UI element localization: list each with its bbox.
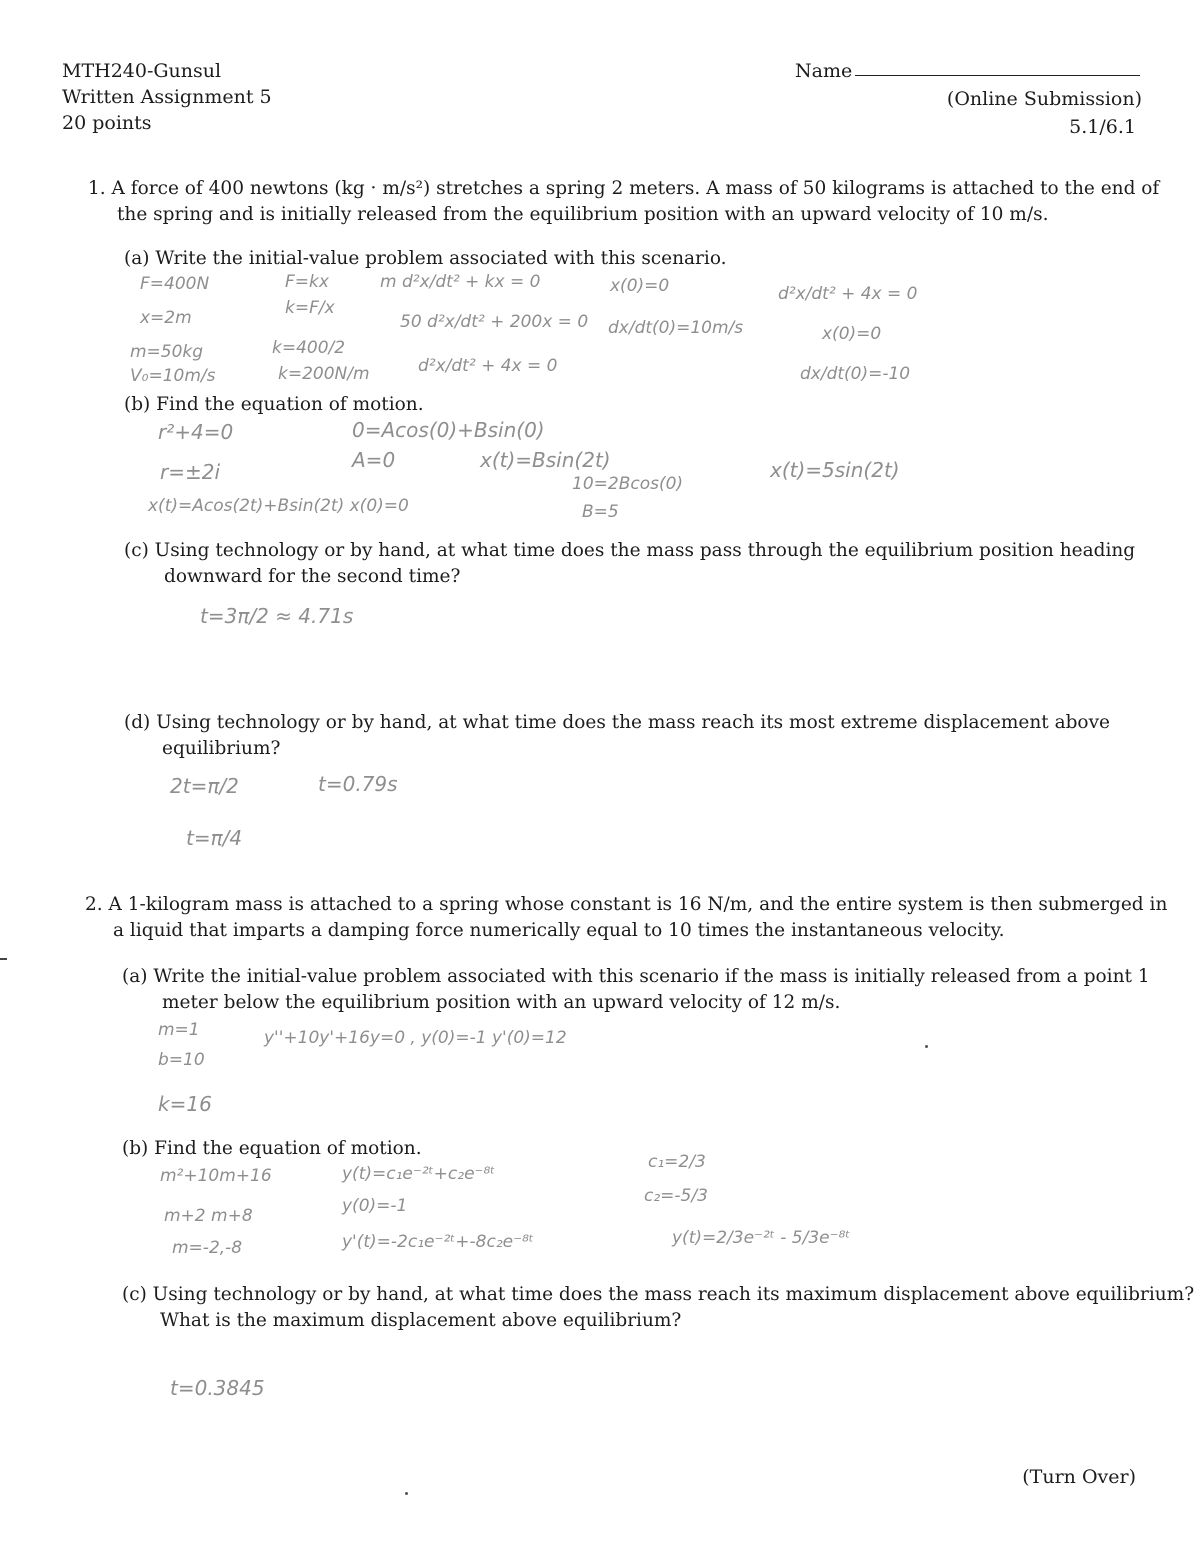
q1a-prompt: (a) Write the initial-value problem associated with this scenario.	[124, 248, 727, 269]
name-field-line	[855, 75, 1140, 76]
hw-q1a-mass: m=50kg	[130, 342, 204, 362]
hw-q2b-char-eq: m²+10m+16	[160, 1166, 272, 1186]
hw-q1a-stretch: x=2m	[140, 308, 192, 328]
hw-q1a-ode-simplified: d²x/dt² + 4x = 0	[418, 356, 558, 376]
q1b-prompt: (b) Find the equation of motion.	[124, 394, 424, 415]
scan-mark	[0, 958, 7, 960]
q2a-prompt-line2: meter below the equilibrium position with an upward velocity of 12 m/s.	[162, 992, 841, 1013]
q2-text-line1: 2. A 1-kilogram mass is attached to a spring whose constant is 16 N/m, and the entire system is then submerged in	[85, 894, 1168, 915]
hw-q1a-ode-sub: 50 d²x/dt² + 200x = 0	[400, 312, 589, 332]
hw-q2b-c2: c₂=-5/3	[644, 1186, 708, 1206]
q2-text-line2: a liquid that imparts a damping force numerically equal to 10 times the instantaneous velocity.	[113, 920, 1005, 941]
q1d-prompt-line1: (d) Using technology or by hand, at what time does the mass reach its most extreme displacement above	[124, 712, 1110, 733]
hw-q2b-derivative: y'(t)=-2c₁e⁻²ᵗ+-8c₂e⁻⁸ᵗ	[342, 1232, 534, 1252]
hw-q2b-factors: m+2 m+8	[164, 1206, 253, 1226]
hw-q2a-damping: b=10	[158, 1050, 205, 1070]
turn-over-label: (Turn Over)	[1022, 1466, 1136, 1488]
hw-q1b-roots: r=±2i	[160, 460, 221, 484]
hw-q1b-ic-sub: 0=Acos(0)+Bsin(0)	[352, 418, 545, 442]
sections-label: 5.1/6.1	[1069, 116, 1136, 138]
hw-q1d-t-decimal: t=0.79s	[318, 772, 398, 796]
hw-q1d-2t: 2t=π/2	[170, 774, 239, 798]
hw-q1a-x0-final: x(0)=0	[822, 324, 882, 344]
hw-q1b-deriv-sub: 10=2Bcos(0)	[572, 474, 684, 494]
hw-q2b-roots: m=-2,-8	[172, 1238, 243, 1258]
hw-q1b-general: x(t)=Acos(2t)+Bsin(2t) x(0)=0	[148, 496, 409, 516]
hw-q2b-c1: c₁=2/3	[648, 1152, 706, 1172]
hw-q1a-k-value: k=400/2	[272, 338, 346, 358]
q1-text-line1: 1. A force of 400 newtons (kg · m/s²) stretches a spring 2 meters. A mass of 50 kilograms is attached to the end of	[88, 178, 1160, 199]
hw-q1a-x0: x(0)=0	[610, 276, 670, 296]
hw-q2c-answer: t=0.3845	[170, 1376, 265, 1400]
hw-q1a-velocity: V₀=10m/s	[130, 366, 216, 386]
hw-q1a-force: F=400N	[140, 274, 210, 294]
hw-q1b-solution: x(t)=5sin(2t)	[770, 458, 900, 482]
hw-q2a-ivp: y''+10y'+16y=0 , y(0)=-1 y'(0)=12	[264, 1028, 567, 1048]
assignment-title: Written Assignment 5	[62, 86, 272, 108]
course-title: MTH240-Gunsul	[62, 60, 222, 82]
q2c-prompt-line2: What is the maximum displacement above equilibrium?	[160, 1310, 682, 1331]
hw-q1a-ode-general: m d²x/dt² + kx = 0	[380, 272, 541, 292]
hw-q1d-t-exact: t=π/4	[186, 826, 243, 850]
hw-q2b-general: y(t)=c₁e⁻²ᵗ+c₂e⁻⁸ᵗ	[342, 1164, 496, 1184]
hw-q1b-x-partial: x(t)=Bsin(2t)	[480, 448, 611, 472]
scan-dot	[925, 1045, 928, 1048]
q1c-prompt-line2: downward for the second time?	[164, 566, 461, 587]
hw-q1a-v0-final: dx/dt(0)=-10	[800, 364, 911, 384]
hw-q1b-b-value: B=5	[582, 502, 619, 522]
q1c-prompt-line1: (c) Using technology or by hand, at what time does the mass pass through the equilibrium position heading	[124, 540, 1136, 561]
hw-q2a-k: k=16	[158, 1092, 212, 1116]
q2b-prompt: (b) Find the equation of motion.	[122, 1138, 422, 1159]
points-label: 20 points	[62, 112, 152, 134]
q2a-prompt-line1: (a) Write the initial-value problem associated with this scenario if the mass is initially released from a point 1	[122, 966, 1150, 987]
hw-q1a-ode-final: d²x/dt² + 4x = 0	[778, 284, 918, 304]
submission-type: (Online Submission)	[946, 88, 1142, 110]
hw-q1b-a-value: A=0	[352, 448, 396, 472]
hw-q1b-char-eq: r²+4=0	[158, 420, 234, 444]
hw-q2b-solution: y(t)=2/3e⁻²ᵗ - 5/3e⁻⁸ᵗ	[672, 1228, 851, 1248]
q1-text-line2: the spring and is initially released from the equilibrium position with an upward velocity of 10 m/s.	[117, 204, 1049, 225]
hw-q1a-k-result: k=200N/m	[278, 364, 370, 384]
hw-q1a-hooke: F=kx	[285, 272, 329, 292]
hw-q1c-answer: t=3π/2 ≈ 4.71s	[200, 604, 354, 628]
q1d-prompt-line2: equilibrium?	[162, 738, 281, 759]
hw-q2a-mass: m=1	[158, 1020, 200, 1040]
scan-dot	[405, 1492, 408, 1495]
name-label: Name	[795, 60, 853, 82]
hw-q2b-y0: y(0)=-1	[342, 1196, 408, 1216]
hw-q1a-k-formula: k=F/x	[285, 298, 335, 318]
hw-q1a-v0: dx/dt(0)=10m/s	[608, 318, 744, 338]
q2c-prompt-line1: (c) Using technology or by hand, at what time does the mass reach its maximum displacement above equilibrium?	[122, 1284, 1195, 1305]
